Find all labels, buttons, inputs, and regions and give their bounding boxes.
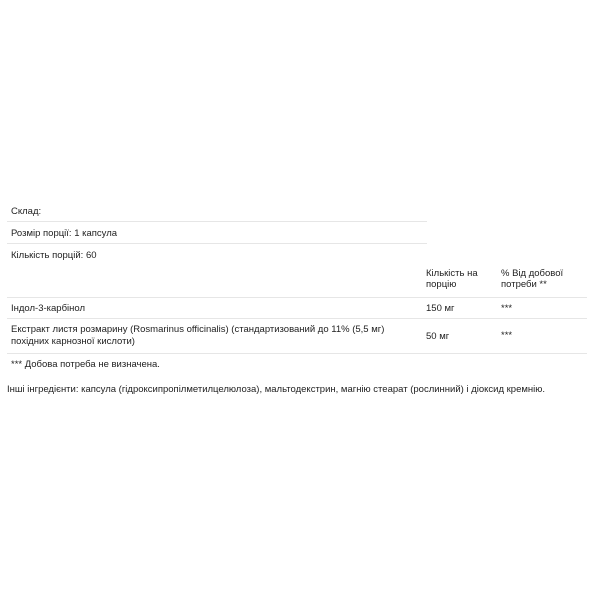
- amount-header-line1: Кількість на: [426, 268, 478, 279]
- footnote-text: *** Добова потреба не визначена.: [11, 359, 160, 370]
- ingredient-amount: 150 мг: [426, 303, 455, 314]
- ingredient-row: [7, 319, 587, 354]
- ingredient-amount: 50 мг: [426, 331, 450, 342]
- amount-header-line2: порцію: [426, 279, 457, 290]
- daily-value-header: [501, 268, 563, 290]
- column-header-row: [7, 265, 587, 298]
- serving-size-row: [7, 222, 427, 244]
- ingredient-row: [7, 298, 587, 319]
- ingredient-name-line2: похідних карнозної кислоти): [11, 336, 135, 347]
- dv-header-line1: % Від добової: [501, 268, 564, 279]
- ingredient-name-line1: Екстракт листя розмарину (Rosmarinus officinalis) (стандартизований до 11% (5,5 мг): [11, 324, 385, 335]
- ingredient-daily-value: ***: [501, 330, 513, 341]
- servings-count-row: [7, 244, 427, 265]
- dv-header-line2: потреби **: [501, 279, 547, 290]
- supplement-facts-table: [7, 200, 587, 376]
- other-ingredients-text: Інші інгредієнти: капсула (гідроксипропілметилцелюлоза), мальтодекстрин, магнію стеарат (рослинний) і діоксид кремнію.: [7, 384, 546, 395]
- servings-count-label: Кількість порцій: 60: [11, 250, 97, 261]
- composition-label: Склад:: [11, 206, 42, 217]
- footnote-row: [7, 354, 427, 376]
- ingredient-name: [11, 324, 384, 348]
- amount-per-serving-header: [426, 268, 478, 290]
- ingredient-daily-value: ***: [501, 303, 513, 314]
- composition-row: [7, 200, 427, 222]
- ingredient-name: Індол-3-карбінол: [11, 303, 86, 314]
- serving-size-label: Розмір порції: 1 капсула: [11, 228, 118, 239]
